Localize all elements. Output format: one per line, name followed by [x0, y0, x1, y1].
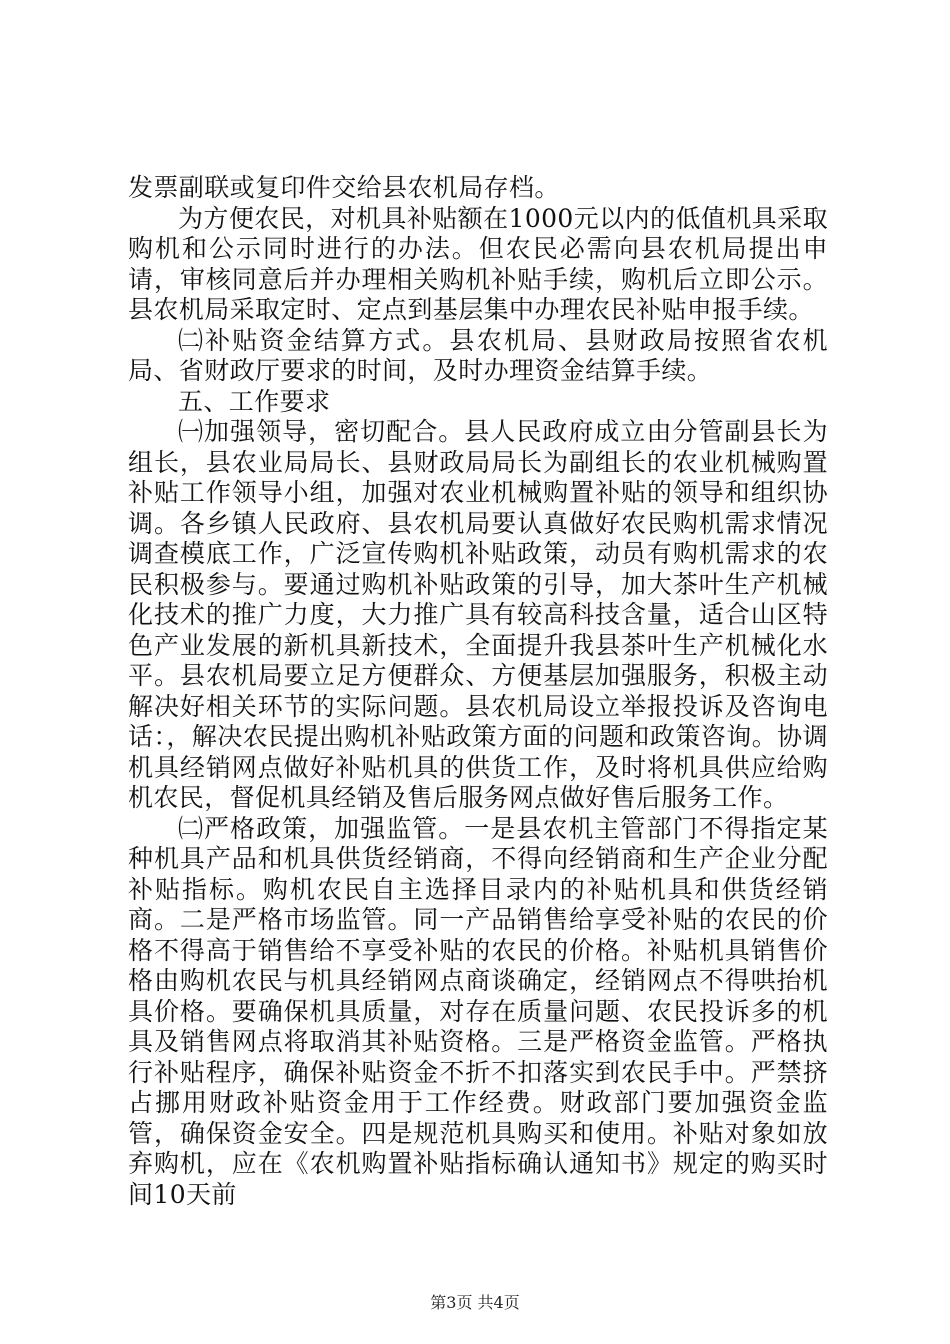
paragraph-leadership: ㈠加强领导，密切配合。县人民政府成立由分管副县长为组长，县农业局局长、县财政局局长为副组长的农业机械购置补贴工作领导小组，加强对农业机械购置补贴的领导和组织协调。各乡镇人民政府、县农机局要认真做好农民购机需求情况调查模底工作，广泛宣传购机补贴政策，动员有购机需求的农民积极参与。要通过购机补贴政策的引导，加大茶叶生产机械化技术的推广力度，大力推广具有较高科技含量，适合山区特色产业发展的新机具新技术，全面提升我县茶叶生产机械化水平。县农机局要立足方便群众、方便基层加强服务，积极主动解决好相关环节的实际问题。县农机局设立举报投诉及咨询电话：，解决农民提出购机补贴政策方面的问题和政策咨询。协调机具经销网点做好补贴机具的供货工作，及时将机具供应给购机农民，督促机具经销及售后服务网点做好售后服务工作。 [128, 417, 828, 812]
paragraph-low-value-machinery: 为方便农民，对机具补贴额在1000元以内的低值机具采取购机和公示同时进行的办法。但农民必需向县农机局提出申请，审核同意后并办理相关购机补贴手续，购机后立即公示。县农机局采取定时、定点到基层集中办理农民补贴申报手续。 [128, 203, 828, 324]
paragraph-strict-policy: ㈡严格政策，加强监管。一是县农机主管部门不得指定某种机具产品和机具供货经销商，不得向经销商和生产企业分配补贴指标。购机农民自主选择目录内的补贴机具和供货经销商。二是严格市场监管。同一产品销售给享受补贴的农民的价格不得高于销售给不享受补贴的农民的价格。补贴机具销售价格由购机农民与机具经销网点商谈确定，经销网点不得哄抬机具价格。要确保机具质量，对存在质量问题、农民投诉多的机具及销售网点将取消其补贴资格。三是严格资金监管。严格执行补贴程序，确保补贴资金不折不扣落实到农民手中。严禁挤占挪用财政补贴资金用于工作经费。财政部门要加强资金监管，确保资金安全。四是规范机具购买和使用。补贴对象如放弃购机，应在《农机购置补贴指标确认通知书》规定的购买时间10天前 [128, 813, 828, 1209]
page-number-footer: 第3页 共4页 [430, 1293, 520, 1312]
paragraph-continuation: 发票副联或复印件交给县农机局存档。 [128, 173, 560, 202]
paragraph-fund-settlement: ㈡补贴资金结算方式。县农机局、县财政局按照省农机局、省财政厅要求的时间，及时办理资金结算手续。 [128, 325, 828, 385]
section-heading-work-requirements: 五、工作要求 [178, 386, 331, 416]
document-body [128, 173, 828, 1210]
